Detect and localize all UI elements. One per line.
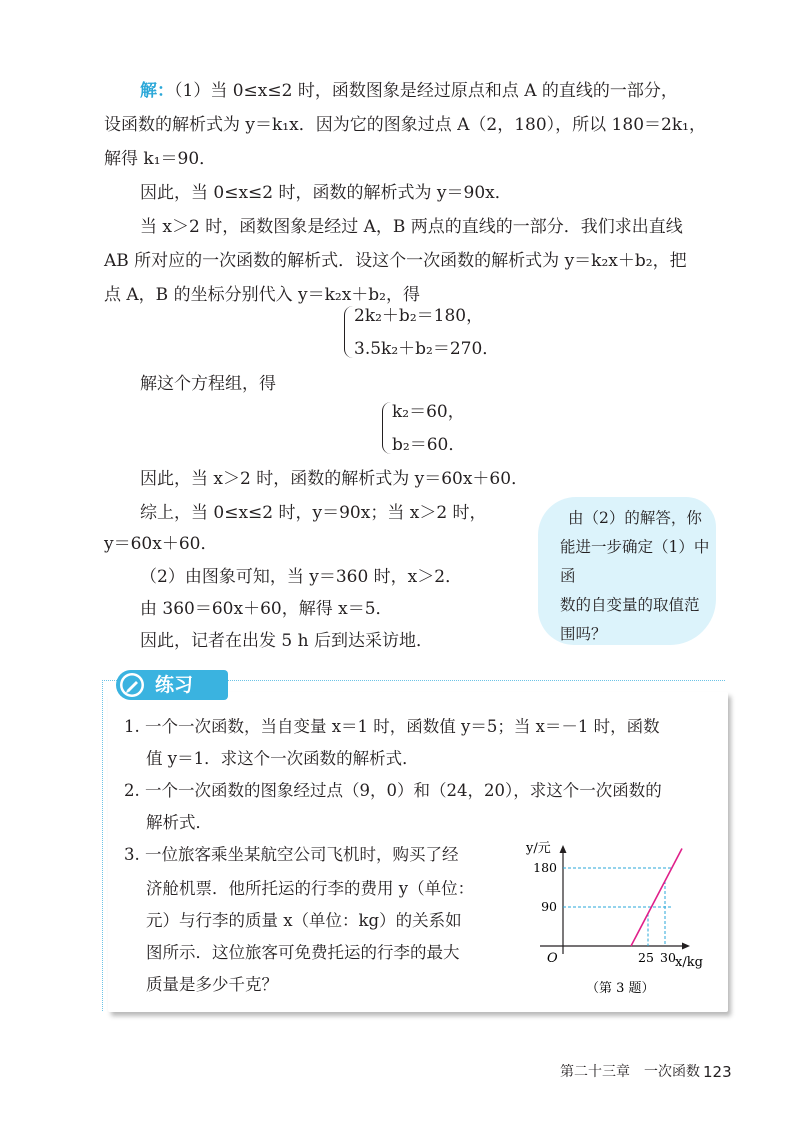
bubble-line-4: 围吗？ bbox=[560, 625, 607, 643]
exercise-3-line-2: 济舱机票．他所托运的行李的费用 y（单位： bbox=[146, 879, 475, 898]
exercise-2-line-1: 2. 一个一次函数的图象经过点（9，0）和（24，20），求这个一次函数的 bbox=[124, 781, 662, 800]
bubble-line-3: 数的自变量的取值范 bbox=[560, 596, 700, 614]
solution-line-4: 因此，当 0≤x≤2 时，函数的解析式为 y＝90x． bbox=[140, 183, 512, 203]
bubble-line-2: 能进一步确定（1）中函 bbox=[560, 538, 710, 585]
x-tick-label-25: 25 bbox=[638, 950, 654, 965]
solution-line-11: （2）由图象可知，当 y＝360 时，x＞2． bbox=[140, 567, 463, 587]
chart-caption: （第 3 题） bbox=[586, 981, 655, 996]
bubble-text bbox=[560, 504, 710, 649]
y-tick-label-90: 90 bbox=[541, 899, 557, 914]
solution-line-3: 解得 k₁＝90． bbox=[104, 149, 217, 169]
solution-line-8: 因此，当 x＞2 时，函数的解析式为 y＝60x＋60． bbox=[140, 469, 529, 489]
solution-line-6: AB 所对应的一次函数的解析式．设这个一次函数的解析式为 y＝k₂x＋b₂，把 bbox=[104, 251, 687, 271]
solution-line-1: 解：（1）当 0≤x≤2 时，函数图象是经过原点和点 A 的直线的一部分， bbox=[140, 81, 678, 101]
solve-line: 解这个方程组，得 bbox=[140, 374, 276, 394]
page-number: 123 bbox=[703, 1063, 732, 1081]
solution-line-9: 综上，当 0≤x≤2 时，y＝90x；当 x＞2 时， bbox=[140, 503, 487, 523]
origin-label: O bbox=[547, 951, 558, 966]
baggage-fee-chart bbox=[500, 832, 720, 1004]
x-axis-label: x/kg bbox=[675, 955, 703, 970]
y-tick-label-180: 180 bbox=[533, 860, 557, 875]
exercise-1-line-2: 值 y＝1．求这个一次函数的解析式． bbox=[146, 749, 419, 768]
solution-label: 解： bbox=[140, 81, 174, 101]
system2-eq1: k₂＝60， bbox=[392, 402, 465, 422]
exercise-3-line-1: 3. 一位旅客乘坐某航空公司飞机时，购买了经 bbox=[124, 845, 459, 864]
system2-eq2: b₂＝60． bbox=[392, 435, 466, 455]
exercise-3-line-4: 图所示．这位旅客可免费托运的行李的最大 bbox=[146, 943, 460, 962]
exercise-2-line-2: 解析式． bbox=[146, 813, 212, 832]
system1-eq2: 3.5k₂＋b₂＝270． bbox=[354, 339, 500, 359]
exercise-1-line-1: 1. 一个一次函数，当自变量 x＝1 时，函数值 y＝5；当 x＝－1 时，函数 bbox=[124, 717, 660, 736]
solution-line-13: 因此，记者在出发 5 h 后到达采访地． bbox=[140, 631, 433, 651]
solution-line-10: y＝60x＋60． bbox=[104, 534, 218, 554]
solution-line-12: 由 360＝60x＋60，解得 x＝5． bbox=[140, 599, 393, 619]
pencil-icon bbox=[118, 671, 148, 699]
system2-brace bbox=[382, 402, 391, 454]
exercise-3-line-5: 质量是多少千克？ bbox=[146, 975, 278, 994]
x-axis-arrow bbox=[682, 943, 690, 950]
x-tick-label-30: 30 bbox=[660, 950, 676, 965]
solution-line-7: 点 A，B 的坐标分别代入 y＝k₂x＋b₂，得 bbox=[104, 285, 420, 305]
bubble-line-1: 由（2）的解答，你 bbox=[568, 509, 702, 527]
system1-eq1: 2k₂＋b₂＝180， bbox=[354, 306, 484, 326]
y-axis-label: y/元 bbox=[526, 841, 551, 856]
solution-line-5: 当 x＞2 时，函数图象是经过 A，B 两点的直线的一部分．我们求出直线 bbox=[140, 217, 683, 237]
fee-line bbox=[631, 849, 682, 947]
chapter-title: 第二十三章 一次函数 bbox=[560, 1064, 700, 1080]
exercise-3-line-3: 元）与行李的质量 x（单位：kg）的关系如 bbox=[146, 911, 462, 930]
practice-title: 练习 bbox=[155, 674, 194, 696]
y-axis-arrow bbox=[560, 845, 567, 853]
system1-brace bbox=[344, 306, 353, 358]
solution-line-2: 设函数的解析式为 y＝k₁x．因为它的图象过点 A（2，180），所以 180＝2k₁， bbox=[104, 115, 706, 135]
